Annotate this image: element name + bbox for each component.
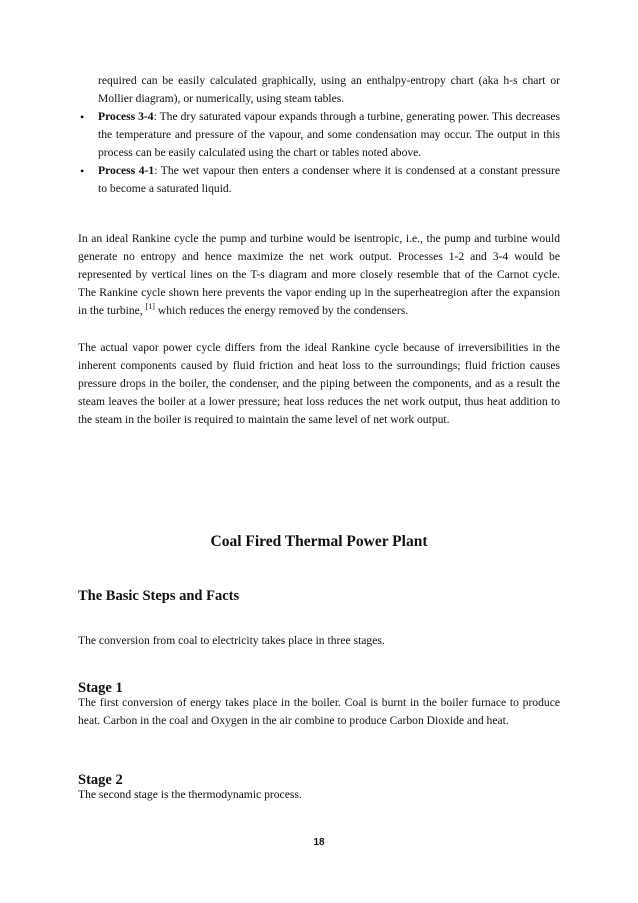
stage-1-heading: Stage 1 xyxy=(78,680,123,696)
reference-marker[interactable]: [1] xyxy=(145,302,155,312)
bullet-text: : The dry saturated vapour expands through a turbine, generating power. This decreases the temperature and pressure of the vapour, and some condensation may occur. The output in this process can be easily calculated using the chart or tables noted above. xyxy=(98,110,561,159)
bullet-process-3-4 xyxy=(80,108,560,162)
stage-2-heading: Stage 2 xyxy=(78,772,123,788)
bullet-process-4-1 xyxy=(80,162,560,198)
page-number: 18 xyxy=(313,837,325,848)
section-heading: The Basic Steps and Facts xyxy=(78,588,240,604)
actual-cycle-paragraph: The actual vapor power cycle differs from the ideal Rankine cycle because of irreversibilities in the inherent components caused by fluid friction and heat loss to the surroundings; fluid friction causes pressure drops in the boiler, the condenser, and the piping between the components, and as a result the steam leaves the boiler at a lower pressure; heat loss reduces the net work output, thus heat addition to the steam in the boiler is required to maintain the same level of net work output. xyxy=(78,341,560,426)
continuation-text: required can be easily calculated graphically, using an enthalpy-entropy chart (aka h-s chart or Mollier diagram), or numerically, using steam tables. xyxy=(98,74,560,105)
bullet-body xyxy=(98,162,560,198)
bullet-icon: • xyxy=(80,110,85,124)
bullet-label: Process 3-4 xyxy=(98,110,154,123)
bullet-text: : The wet vapour then enters a condenser where it is condensed at a constant pressure to become a saturated liquid. xyxy=(98,164,561,195)
paragraph-text: In an ideal Rankine cycle the pump and turbine would be isentropic, i.e., the pump and turbine would generate no entropy and hence maximize the net work output. Processes 1-2 and 3-4 would be represented by vertical lines on the T-s diagram and more closely resemble that of the Carnot cycle. The Rankine cycle shown here prevents the vapor ending up in the superheatregion after the expansion in the turbine, xyxy=(78,232,560,317)
stage-1-text: The first conversion of energy takes place in the boiler. Coal is burnt in the boiler furnace to produce heat. Carbon in the coal and Oxygen in the air combine to produce Carbon Dioxide and heat. xyxy=(78,696,560,727)
stage-2-text: The second stage is the thermodynamic process. xyxy=(78,788,302,801)
page-title: Coal Fired Thermal Power Plant xyxy=(210,533,428,550)
ideal-rankine-paragraph xyxy=(78,230,560,320)
bullet-body xyxy=(98,108,560,162)
conversion-text: The conversion from coal to electricity takes place in three stages. xyxy=(78,634,385,647)
paragraph-text: which reduces the energy removed by the condensers. xyxy=(154,304,409,317)
bullet-icon: • xyxy=(80,164,85,178)
bullet-label: Process 4-1 xyxy=(98,164,155,177)
